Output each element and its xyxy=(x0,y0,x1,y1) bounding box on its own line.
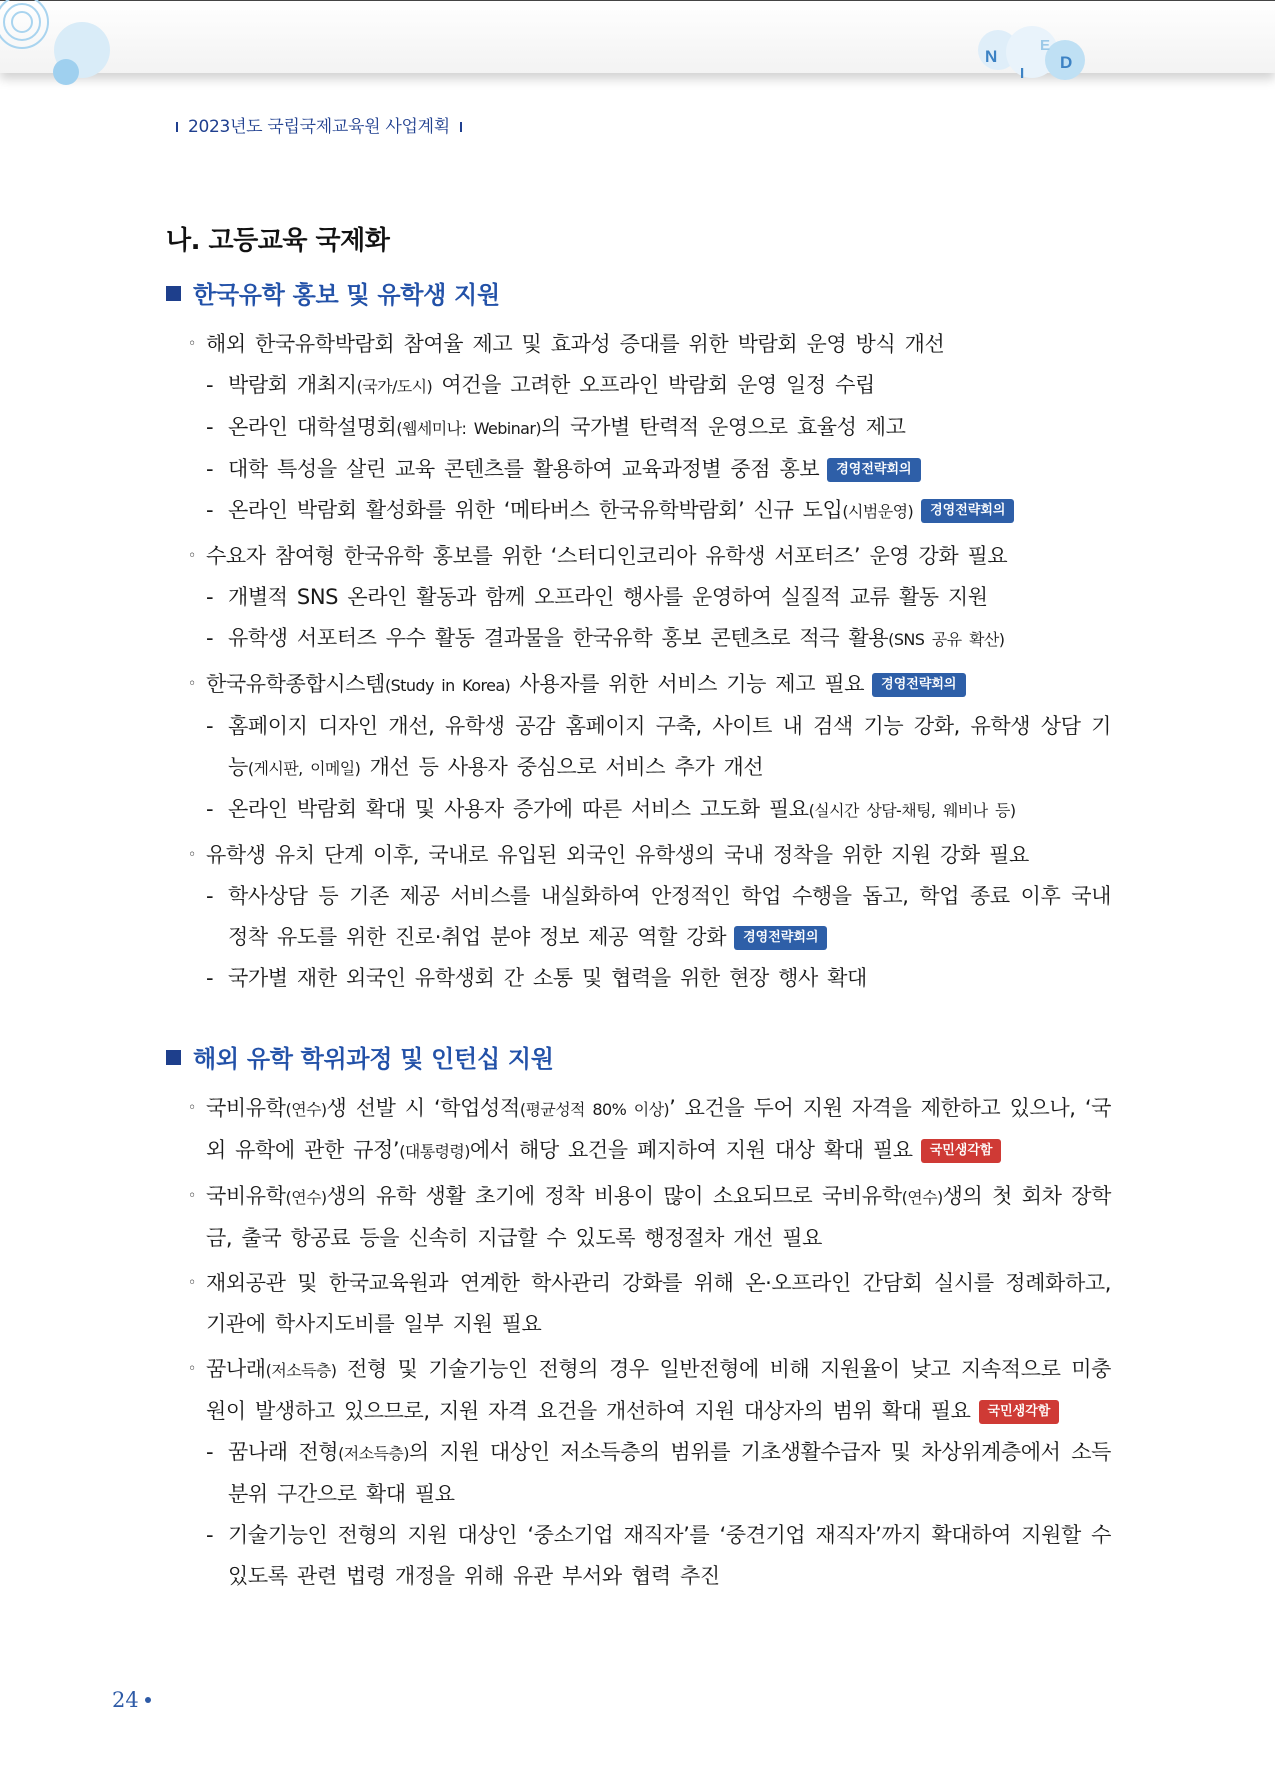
source-badge: 경영전략회의 xyxy=(921,499,1014,523)
list-item xyxy=(166,536,1111,577)
list-item xyxy=(166,490,1111,532)
running-head xyxy=(166,112,472,137)
main-content xyxy=(166,220,1111,1597)
item-text: 생의 유학 생활 초기에 정착 비용이 많이 소요되므로 국비유학 xyxy=(326,1184,902,1208)
item-text: 온라인 대학설명회 xyxy=(228,415,397,439)
item-text: 꿈나래 xyxy=(206,1357,266,1381)
page-number-text: 24 xyxy=(112,1688,139,1712)
running-head-left-bar xyxy=(176,122,178,132)
item-text: 생 선발 시 ‘학업성적 xyxy=(326,1096,520,1120)
subsection-title xyxy=(166,275,1111,310)
square-bullet-icon xyxy=(166,1050,181,1065)
list-item xyxy=(166,1432,1111,1515)
logo-letter-i: I xyxy=(1020,65,1025,82)
dash-bullet-icon: - xyxy=(206,1523,214,1547)
source-badge: 경영전략회의 xyxy=(827,458,920,482)
item-note: (게시판, 이메일) xyxy=(247,759,361,778)
source-badge: 국민생각함 xyxy=(979,1400,1060,1424)
item-note: (웹세미나: Webinar) xyxy=(396,419,542,438)
dash-bullet-icon: - xyxy=(206,626,214,650)
item-note: (SNS 공유 확산) xyxy=(888,630,1005,649)
item-text: 여건을 고려한 오프라인 박람회 운영 일정 수립 xyxy=(432,373,875,397)
item-note: (실시간 상담-채팅, 웨비나 등) xyxy=(808,801,1016,820)
section-title: 나. 고등교육 국제화 xyxy=(166,226,390,256)
circle-bullet-icon: ◦ xyxy=(188,847,196,863)
item-text: 의 국가별 탄력적 운영으로 효율성 제고 xyxy=(541,415,906,439)
dash-bullet-icon: - xyxy=(206,884,214,908)
list-item xyxy=(166,706,1111,789)
item-note: (국가/도시) xyxy=(356,377,433,396)
item-text: 국가별 재한 외국인 유학생회 간 소통 및 협력을 위한 현장 행사 확대 xyxy=(228,966,867,990)
list-item xyxy=(166,449,1111,490)
dash-bullet-icon: - xyxy=(206,714,214,738)
square-bullet-icon xyxy=(166,286,181,301)
dash-bullet-icon: - xyxy=(206,585,214,609)
list-item xyxy=(166,1263,1111,1345)
item-text: 국비유학 xyxy=(206,1096,286,1120)
item-text: 전형 및 기술기능인 전형의 경우 일반전형에 비해 지원율이 낮고 지속적으로 미충원이 발생하고 있으므로, 지원 자격 요건을 개선하여 지원 대상자의 범위 확대 필요 xyxy=(206,1357,1111,1423)
circle-bullet-icon: ◦ xyxy=(188,676,196,692)
item-text: 국비유학 xyxy=(206,1184,286,1208)
logo-letter-n: N xyxy=(985,47,998,66)
source-badge: 국민생각함 xyxy=(921,1139,1002,1163)
list-item xyxy=(166,1088,1111,1172)
dash-bullet-icon: - xyxy=(206,457,214,481)
circle-bullet-icon: ◦ xyxy=(188,548,196,564)
circle-bullet-icon: ◦ xyxy=(188,1188,196,1204)
subsection-title-text: 해외 유학 학위과정 및 인턴십 지원 xyxy=(193,1045,554,1073)
nied-logo xyxy=(970,20,1110,90)
list-item xyxy=(166,1176,1111,1259)
logo-letter-e: E xyxy=(1040,37,1051,54)
item-text: 온라인 박람회 활성화를 위한 ‘메타버스 한국유학박람회’ 신규 도입 xyxy=(228,498,843,522)
item-text: 해외 한국유학박람회 참여율 제고 및 효과성 증대를 위한 박람회 운영 방식 개선 xyxy=(206,332,945,356)
decorative-circles-icon xyxy=(0,0,120,90)
item-text: 유학생 유치 단계 이후, 국내로 유입된 외국인 유학생의 국내 정착을 위한 지원 강화 필요 xyxy=(206,843,1029,867)
dash-bullet-icon: - xyxy=(206,415,214,439)
list-item xyxy=(166,876,1111,958)
circle-bullet-icon: ◦ xyxy=(188,1100,196,1116)
item-text: 생의 첫 회차 장학금, 출국 항공료 등을 신속히 지급할 수 있도록 행정절차 개선 필요 xyxy=(206,1184,1112,1250)
list-item xyxy=(166,407,1111,449)
item-text: 유학생 서포터즈 우수 활동 결과물을 한국유학 홍보 콘텐츠로 적극 활용 xyxy=(228,626,889,650)
subsection-title-text: 한국유학 홍보 및 유학생 지원 xyxy=(193,281,500,309)
dash-bullet-icon: - xyxy=(206,966,214,990)
item-text: 박람회 개최지 xyxy=(228,373,357,397)
item-note: (저소득층) xyxy=(265,1361,337,1380)
item-note: (연수) xyxy=(285,1100,327,1119)
item-text: 에서 해당 요건을 폐지하여 지원 대상 확대 필요 xyxy=(469,1138,913,1162)
item-note: (평균성적 80% 이상) xyxy=(519,1100,670,1119)
item-text: ’ 요건을 두어 지원 자격을 제한하고 있으나, ‘국외 유학에 관한 규정’ xyxy=(206,1096,1112,1162)
source-badge: 경영전략회의 xyxy=(872,673,965,697)
running-head-title: 2023년도 국립국제교육원 사업계획 xyxy=(188,117,450,137)
source-badge: 경영전략회의 xyxy=(734,926,827,950)
item-text: 학사상담 등 기존 제공 서비스를 내실화하여 안정적인 학업 수행을 돕고, 학업 종료 이후 국내 정착 유도를 위한 진로·취업 분야 정보 제공 역할 강화 xyxy=(228,884,1111,949)
list-item xyxy=(166,1515,1111,1597)
item-text: 온라인 박람회 확대 및 사용자 증가에 따른 서비스 고도화 필요 xyxy=(228,797,809,821)
item-text: 의 지원 대상인 저소득층의 범위를 기초생활수급자 및 차상위계층에서 소득분위 구간으로 확대 필요 xyxy=(228,1440,1111,1506)
dash-bullet-icon: - xyxy=(206,1440,214,1464)
circle-bullet-icon: ◦ xyxy=(188,336,196,352)
running-head-right-bar xyxy=(460,122,462,132)
dash-bullet-icon: - xyxy=(206,498,214,522)
item-note: (연수) xyxy=(285,1188,327,1207)
item-note: (대통령령) xyxy=(399,1142,470,1161)
item-text: 수요자 참여형 한국유학 홍보를 위한 ‘스터디인코리아 유학생 서포터즈’ 운영 강화 필요 xyxy=(206,544,1008,568)
list-item xyxy=(166,958,1111,999)
item-text: 기술기능인 전형의 지원 대상인 ‘중소기업 재직자’를 ‘중견기업 재직자’까지 확대하여 지원할 수 있도록 관련 법령 개정을 위해 유관 부서와 협력 추진 xyxy=(228,1523,1111,1588)
item-note: (저소득층) xyxy=(338,1444,409,1463)
item-text: 한국유학종합시스템 xyxy=(206,672,385,696)
list-item xyxy=(166,789,1111,831)
list-item xyxy=(166,835,1111,876)
list-item xyxy=(166,618,1111,660)
item-text: 개별적 SNS 온라인 활동과 함께 오프라인 행사를 운영하여 실질적 교류 활동 지원 xyxy=(228,585,988,609)
subsection-title xyxy=(166,1039,1111,1074)
list-item xyxy=(166,1349,1111,1432)
item-text: 재외공관 및 한국교육원과 연계한 학사관리 강화를 위해 온·오프라인 간담회 실시를 정례화하고, 기관에 학사지도비를 일부 지원 필요 xyxy=(206,1271,1111,1336)
page-dot-icon xyxy=(145,1697,151,1703)
section-spacer xyxy=(166,999,1111,1039)
item-note: (시범운영) xyxy=(842,502,914,521)
dash-bullet-icon: - xyxy=(206,797,214,821)
circle-bullet-icon: ◦ xyxy=(188,1361,196,1377)
list-item xyxy=(166,324,1111,365)
item-text: 꿈나래 전형 xyxy=(228,1440,339,1464)
item-text: 대학 특성을 살린 교육 콘텐츠를 활용하여 교육과정별 중점 홍보 xyxy=(228,457,820,481)
list-item xyxy=(166,577,1111,618)
page-number xyxy=(112,1688,151,1712)
circle-bullet-icon: ◦ xyxy=(188,1275,196,1291)
item-note: (연수) xyxy=(901,1188,943,1207)
list-item xyxy=(166,664,1111,706)
item-text: 사용자를 위한 서비스 기능 제고 필요 xyxy=(510,672,865,696)
dash-bullet-icon: - xyxy=(206,373,214,397)
item-text: 홈페이지 디자인 개선, 유학생 공감 홈페이지 구축, 사이트 내 검색 기능 강화, 유학생 상담 기능 xyxy=(228,714,1111,779)
logo-letter-d: D xyxy=(1060,53,1073,72)
item-text: 개선 등 사용자 중심으로 서비스 추가 개선 xyxy=(360,755,764,779)
list-item xyxy=(166,365,1111,407)
item-note: (Study in Korea) xyxy=(384,676,511,695)
